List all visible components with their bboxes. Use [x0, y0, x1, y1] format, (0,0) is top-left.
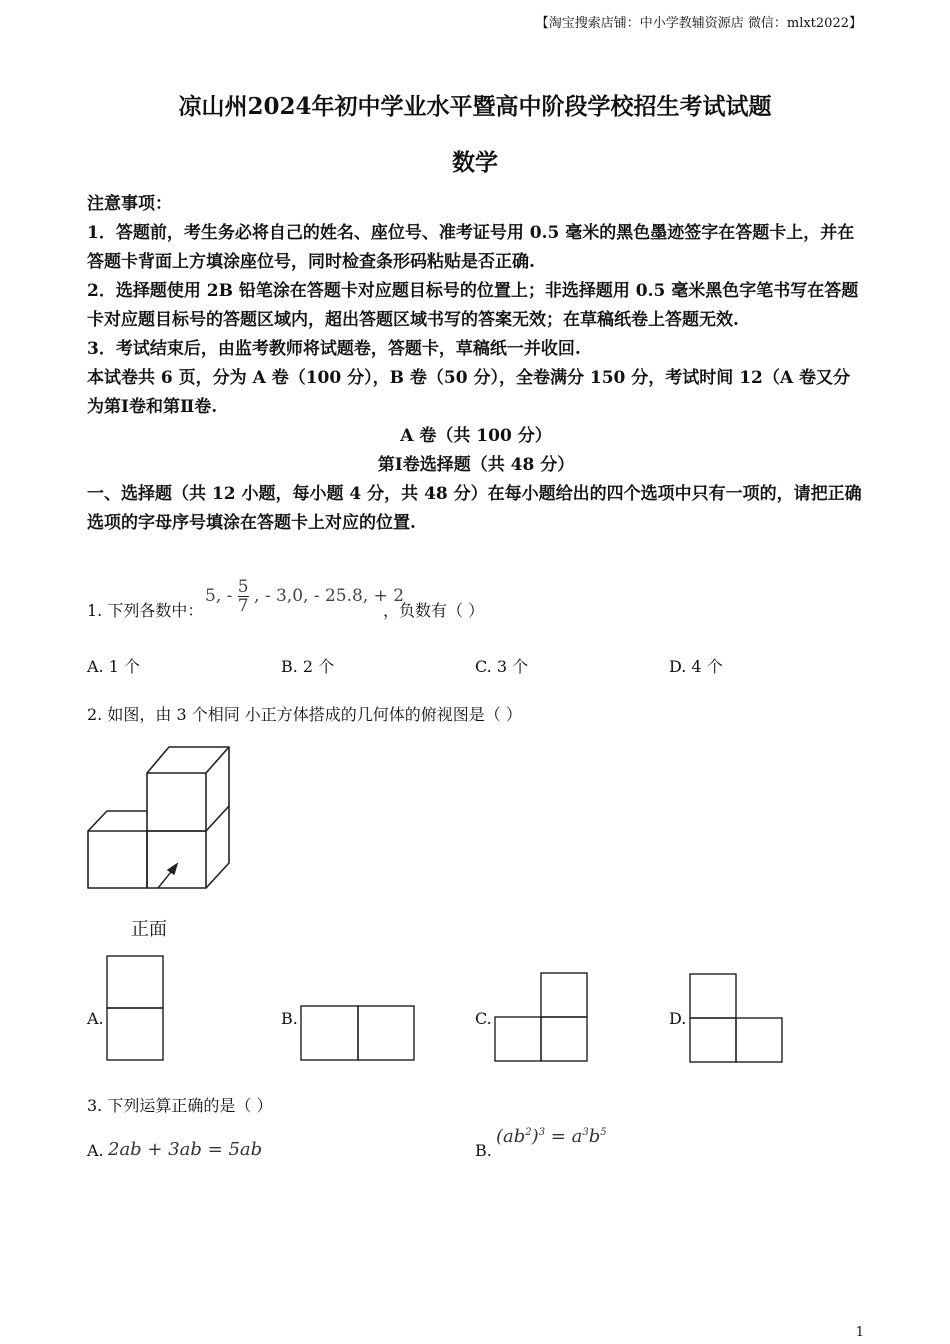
- q2-option-a-label: A.: [87, 1009, 104, 1028]
- q1-expr-after: , - 3,0, - 25.8, + 2: [254, 586, 405, 606]
- part-one-heading: 第Ⅰ卷选择题（共 48 分）: [377, 455, 575, 475]
- watermark-text: 【淘宝搜索店铺：中小学教辅资源店 微信：mlxt2022】: [535, 16, 862, 31]
- q2-option-d-view: [689, 972, 785, 1064]
- q2-option-c-label: C.: [475, 1009, 492, 1028]
- paper-a-heading: A 卷（共 100 分）: [400, 426, 552, 446]
- q1-expression: [205, 578, 404, 615]
- exam-summary: 本试卷共 6 页，分为 A 卷（100 分），B 卷（50 分），全卷满分 150 分，考试时间 12（A 卷又分为第Ⅰ卷和第Ⅱ卷.: [87, 368, 850, 417]
- q1-option-a: A. 1 个: [87, 657, 140, 676]
- q2-text: 2. 如图，由 3 个相同 小正方体搭成的几何体的俯视图是（ ）: [87, 705, 522, 724]
- exam-title: 凉山州2024年初中学业水平暨高中阶段学校招生考试试题: [178, 93, 772, 120]
- front-label: 正面: [131, 919, 167, 940]
- q1-option-d: D. 4 个: [669, 657, 723, 676]
- page-number: 1: [855, 1325, 864, 1340]
- q2-option-c-view: [494, 971, 590, 1063]
- q3-option-b-label: B.: [475, 1141, 492, 1160]
- q1-frac-num: 5: [237, 577, 249, 597]
- q1-fraction: [238, 578, 249, 615]
- q2-option-b-label: B.: [281, 1009, 298, 1028]
- q1-expr-before: 5, -: [205, 586, 233, 606]
- q2-option-b-view: [300, 1005, 416, 1063]
- subject-title: 数学: [452, 149, 498, 176]
- q1-option-b: B. 2 个: [281, 657, 335, 676]
- q1-suffix: ，负数有（ ）: [383, 601, 485, 620]
- cube-figure: [80, 740, 250, 900]
- q3-option-a-label: A.: [87, 1141, 104, 1160]
- q1-prefix: 1. 下列各数中：: [87, 601, 204, 620]
- notice-block: [87, 190, 865, 538]
- front-arrow: [158, 864, 177, 888]
- q1-option-c: C. 3 个: [475, 657, 529, 676]
- q1-frac-den: 7: [237, 596, 249, 616]
- notice-item: 3．考试结束后，由监考教师将试题卷，答题卡，草稿纸一并收回.: [87, 339, 581, 359]
- q3-option-b-expr: $(ab^2)^3 = a^3b^5$: [496, 1126, 607, 1147]
- q3-option-a-expr: 2ab + 3ab = 5ab: [108, 1139, 263, 1160]
- notice-item: 1．答题前，考生务必将自己的姓名、座位号、准考证号用 0.5 毫米的黑色墨迹签字在答题卡上，并在答题卡背面上方填涂座位号，同时检查条形码粘贴是否正确.: [87, 223, 855, 272]
- q3-text: 3. 下列运算正确的是（ ）: [87, 1096, 273, 1115]
- notice-heading: 注意事项：: [87, 194, 172, 214]
- q2-option-a-view: [106, 955, 166, 1063]
- q2-option-d-label: D.: [669, 1009, 687, 1028]
- section-instructions: 一、选择题（共 12 小题，每小题 4 分，共 48 分）在每小题给出的四个选项中只有一项的，请把正确选项的字母序号填涂在答题卡上对应的位置.: [87, 484, 862, 533]
- notice-item: 2．选择题使用 2B 铅笔涂在答题卡对应题目标号的位置上；非选择题用 0.5 毫米黑色字笔书写在答题卡对应题目标号的答题区域内，超出答题区域书写的答案无效；在草稿纸卷上答题无效.: [87, 281, 859, 330]
